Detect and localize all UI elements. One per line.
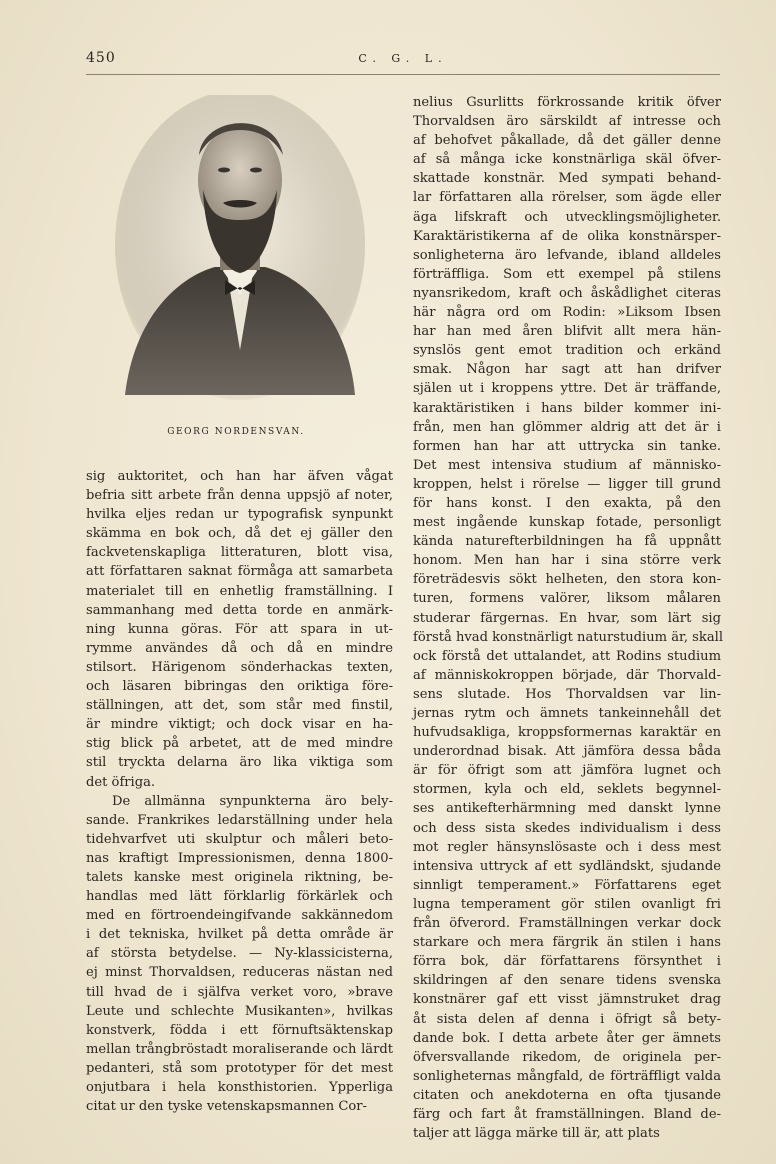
text-line: fackvetenskapliga litteraturen, blott visa, bbox=[86, 545, 393, 561]
text-line: från öfverord. Framställningen verkar dock bbox=[413, 916, 721, 932]
text-line: Det mest intensiva studium af människo- bbox=[413, 457, 721, 473]
text-line: hvilka eljes redan ur typografisk synpunkt bbox=[86, 507, 393, 523]
text-line: af människokroppen började, där Thorvald- bbox=[413, 667, 721, 683]
text-line: ning kunna göras. För att spara in ut- bbox=[86, 621, 393, 637]
text-line: synslös gent emot tradition och erkänd bbox=[413, 343, 721, 359]
text-line: Leute und schlechte Musikanten», hvilkas bbox=[86, 1003, 393, 1019]
text-line: lugna temperament gör stilen ovanligt fri bbox=[413, 896, 721, 912]
text-line: det öfriga. bbox=[86, 774, 156, 790]
text-line: och läsaren bibringas den oriktiga före- bbox=[86, 679, 393, 695]
portrait-illustration bbox=[115, 95, 365, 400]
text-line: med en förtroendeingifvande sakkännedom bbox=[86, 908, 393, 924]
text-line: underordnad bisak. Att jämföra dessa båda bbox=[413, 744, 721, 760]
text-line: stilsort. Härigenom sönderhackas texten, bbox=[86, 659, 393, 675]
text-line: förstå hvad konstnärligt naturstudium är, skall bbox=[413, 629, 724, 645]
text-line: sonligheternas mångfald, de förträffligt valda bbox=[413, 1068, 721, 1084]
text-line: från, men han glömmer aldrig att det är i bbox=[413, 419, 721, 435]
text-line: dande bok. I detta arbete åter ger ämnets bbox=[413, 1030, 721, 1046]
text-line: sinnligt temperament.» Författarens eget bbox=[413, 877, 721, 893]
text-line: stig blick på arbetet, att de med mindre bbox=[86, 736, 393, 752]
text-line: ses antikefterhärmning med danskt lynne bbox=[413, 801, 721, 817]
text-line: Thorvaldsen äro särskildt af intresse och bbox=[413, 114, 721, 130]
text-line: studerar färgernas. En hvar, som lärt sig bbox=[413, 610, 721, 626]
text-line: stormen, kyla och eld, seklets begynnel- bbox=[413, 782, 721, 798]
page-number: 450 bbox=[86, 50, 116, 66]
text-line: jernas rytm och ämnets tankeinnehåll det bbox=[413, 706, 721, 721]
text-line: är för öfrigt som att jämföra lugnet och bbox=[413, 763, 721, 779]
text-line: kända naturefterbildningen ha få uppnått bbox=[413, 534, 721, 550]
page-header bbox=[86, 50, 720, 74]
text-line: till hvad de i själfva verket voro, »brave bbox=[86, 984, 393, 1000]
text-line: hufvudsakliga, kroppsformernas karaktär en bbox=[413, 725, 721, 741]
text-line: sammanhang med detta torde en anmärk- bbox=[86, 602, 393, 618]
text-line: mellan trångbröstadt moraliserande och lärdt bbox=[86, 1041, 393, 1057]
left-text-column bbox=[86, 467, 393, 1116]
text-line: konstverk, födda i ett förnuftsäktenskap bbox=[86, 1022, 393, 1038]
text-line: stil tryckta delarna äro lika viktiga som bbox=[86, 755, 393, 771]
text-line: i det tekniska, hvilket på detta område är bbox=[86, 927, 393, 943]
text-line: skildringen af den senare tidens svenska bbox=[413, 973, 721, 989]
text-line: är mindre viktigt; och dock visar en ha- bbox=[86, 717, 393, 733]
text-line: De allmänna synpunkterna äro bely- bbox=[112, 793, 393, 809]
running-head: C. G. L. bbox=[358, 52, 448, 65]
text-line: företrädesvis sökt helheten, den stora kon- bbox=[413, 572, 721, 588]
text-line: af behofvet påkallade, då det gäller denne bbox=[413, 133, 721, 149]
text-line: talets kanske mest originela riktning, be- bbox=[86, 869, 393, 885]
text-line: mest ingående kunskap fotade, personligt bbox=[413, 515, 721, 531]
text-line: starkare och mera färgrik än stilen i hans bbox=[413, 935, 721, 951]
text-line: nelius Gsurlitts förkrossande kritik öfver bbox=[413, 95, 721, 110]
text-line: skämma en bok och, då det ej gäller den bbox=[86, 526, 393, 542]
text-line: sande. Frankrikes ledarställning under hela bbox=[86, 812, 393, 828]
text-line: taljer att lägga märke till är, att plats bbox=[413, 1126, 660, 1142]
text-line: sig auktoritet, och han har äfven vågat bbox=[86, 469, 393, 484]
text-line: citaten och anekdoterna en ofta tjusande bbox=[413, 1087, 721, 1103]
portrait-photograph bbox=[115, 95, 365, 400]
text-line: och dess sista skedes individualism i dess bbox=[413, 820, 721, 836]
header-rule bbox=[86, 74, 720, 75]
right-text-column bbox=[413, 93, 724, 1143]
text-line: åt sista delen af denna i öfrigt så bety- bbox=[413, 1011, 721, 1027]
text-line: onjutbara i hela konsthistorien. Ypperliga bbox=[86, 1080, 393, 1095]
text-line: ställningen, att det, som står med finstil, bbox=[86, 698, 393, 714]
text-line: befria sitt arbete från denna uppsjö af noter, bbox=[86, 488, 393, 504]
text-line: af största betydelse. — Ny-klassicisterna, bbox=[86, 946, 393, 962]
text-line: Karaktäristikerna af de olika konstnärsper- bbox=[413, 228, 721, 244]
text-line: turen, formens valörer, liksom målaren bbox=[413, 591, 721, 607]
text-line: sonligheterna äro lefvande, ibland alldeles bbox=[413, 247, 721, 263]
text-line: här några ord om Rodin: »Liksom Ibsen bbox=[413, 305, 721, 321]
text-line: lar författaren alla rörelser, som ägde eller bbox=[413, 190, 721, 206]
text-line: handlas med lätt förklarlig förkärlek och bbox=[86, 889, 393, 905]
text-line: själen ut i kroppens yttre. Det är träffande, bbox=[413, 381, 721, 397]
text-line: har han med åren blifvit allt mera hän- bbox=[413, 324, 721, 340]
text-line: konstnärer gaf ett visst jämnstruket drag bbox=[413, 992, 721, 1008]
text-line: skattade konstnär. Med sympati behand- bbox=[413, 171, 721, 187]
text-line: smak. Någon har sagt att han drifver bbox=[413, 362, 721, 378]
text-line: för hans konst. I den exakta, på den bbox=[413, 495, 721, 511]
text-line: färg och fart åt framställningen. Bland de- bbox=[413, 1106, 721, 1122]
text-line: rymme användes då och då en mindre bbox=[86, 640, 393, 656]
text-line: kroppen, helst i rörelse — ligger till grund bbox=[413, 476, 721, 492]
text-line: nas kraftigt Impressionismen, denna 1800- bbox=[86, 850, 393, 866]
text-line: af så många icke konstnärliga skäl öfver- bbox=[413, 152, 721, 168]
text-line: citat ur den tyske vetenskapsmannen Cor- bbox=[86, 1099, 367, 1115]
text-line: materialet till en enhetlig framställning. I bbox=[86, 583, 393, 599]
portrait-caption: GEORG NORDENSVAN. bbox=[167, 427, 305, 437]
text-line: öfversvallande rikedom, de originela per- bbox=[413, 1049, 721, 1065]
text-line: sens slutade. Hos Thorvaldsen var lin- bbox=[413, 686, 721, 702]
text-line: honom. Men han har i sina större verk bbox=[413, 553, 721, 569]
text-line: karaktäristiken i hans bilder kommer ini- bbox=[413, 400, 721, 416]
text-line: nyansrikedom, kraft och åskådlighet citeras bbox=[413, 285, 721, 301]
text-line: ock förstå det uttalandet, att Rodins studium bbox=[413, 648, 721, 664]
text-line: pedanteri, stå som prototyper för det mest bbox=[86, 1060, 393, 1076]
text-line: att författaren saknat förmåga att samarbeta bbox=[86, 564, 393, 580]
text-line: ej minst Thorvaldsen, reduceras nästan ned bbox=[86, 965, 393, 981]
text-line: förra bok, där författarens försynthet i bbox=[413, 954, 721, 970]
text-line: förträffliga. Som ett exempel på stilens bbox=[413, 266, 721, 282]
text-line: formen han har att uttrycka sin tanke. bbox=[413, 438, 721, 454]
text-line: mot regler hänsynslösaste och i dess mest bbox=[413, 839, 721, 855]
text-line: tidehvarfvet uti skulptur och måleri beto- bbox=[86, 831, 393, 847]
text-line: intensiva uttryck af ett sydländskt, sjudande bbox=[413, 858, 721, 874]
text-line: äga lifskraft och utvecklingsmöjligheter. bbox=[413, 209, 721, 225]
